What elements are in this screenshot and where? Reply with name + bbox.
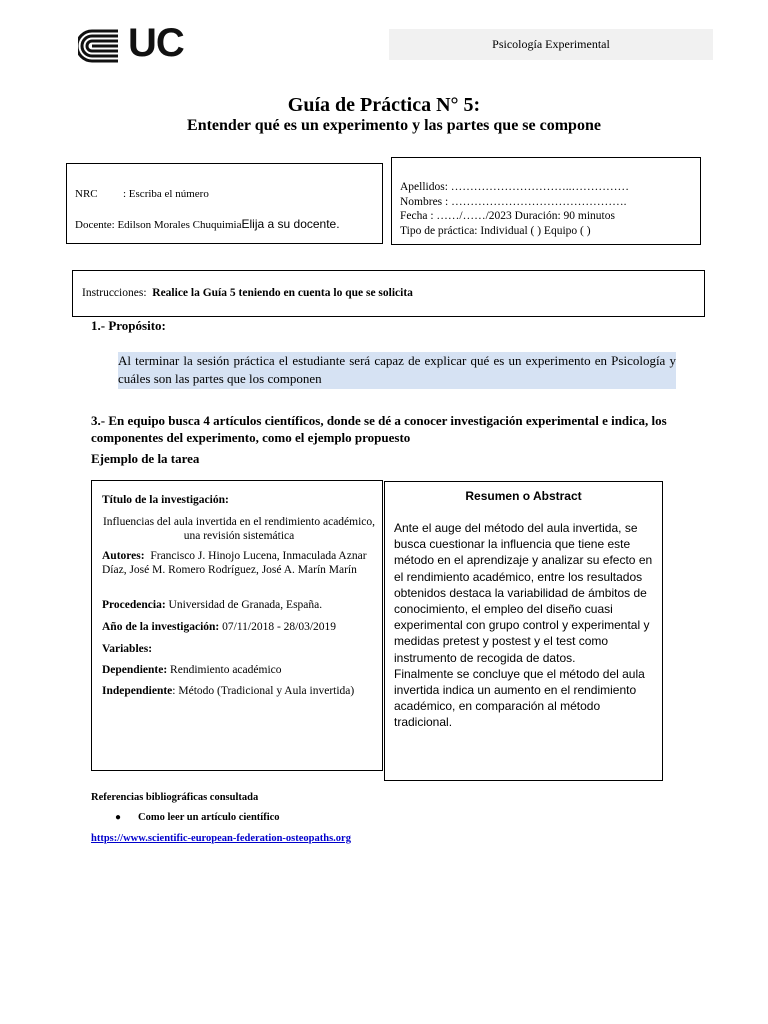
fecha-field[interactable]: Fecha : ……/……/2023 Duración: 90 minutos [400, 210, 615, 222]
variables-label: Variables: [102, 643, 153, 655]
instructions-label: Instrucciones: [82, 287, 147, 299]
independent-value: : Método (Tradicional y Aula invertida) [172, 685, 355, 697]
authors-value: Francisco J. Hinojo Lucena, Inmaculada Aznar Díaz, José M. Romero Rodríguez, José A. Marín Marín [102, 550, 367, 576]
section-1-heading: 1.- Propósito: [91, 318, 166, 333]
dependent-variable [102, 663, 282, 677]
authors [102, 549, 376, 577]
docente-select[interactable]: Elija a su docente. [241, 217, 340, 231]
instructions [82, 287, 413, 299]
reference-link[interactable]: https://www.scientific-european-federation-osteopaths.org [91, 833, 351, 844]
instructions-box [72, 270, 705, 317]
course-name: Psicología Experimental [389, 29, 713, 60]
page-title: Guía de Práctica N° 5: [287, 94, 481, 116]
year-label: Año de la investigación: [102, 621, 220, 633]
instructions-text: Realice la Guía 5 teniendo en cuenta lo que se solicita [152, 287, 413, 299]
references-title: Referencias bibliográficas consultada [91, 792, 259, 803]
abstract-heading: Resumen o Abstract [465, 489, 582, 503]
tipo-practica-field[interactable]: Tipo de práctica: Individual ( ) Equipo ( ) [400, 224, 591, 237]
origin-value: Universidad de Granada, España. [168, 599, 323, 611]
page-subtitle: Entender qué es un experimento y las partes que se compone [187, 117, 601, 134]
section-3-heading: 3.- En equipo busca 4 artículos científicos, donde se dé a conocer investigación experimental e indica, los componentes del experimento, como el ejemplo propuesto [91, 413, 667, 445]
research-title-label: Título de la investigación: [102, 494, 229, 506]
abstract-body [394, 520, 656, 731]
nrc-field[interactable]: : Escriba el número [123, 188, 209, 200]
docente-row [75, 217, 340, 232]
logo-text: UC [128, 21, 184, 65]
dependent-value: Rendimiento académico [170, 664, 282, 676]
independent-label: Independiente [102, 685, 173, 697]
research-year [102, 620, 336, 634]
uc-logo-mark-icon [78, 27, 124, 65]
independent-variable [102, 684, 362, 698]
reference-item: Como leer un artículo científico [138, 812, 280, 823]
origin-label: Procedencia: [102, 599, 166, 611]
research-title: Influencias del aula invertida en el rendimiento académico, una revisión sistemática [102, 516, 376, 542]
bullet-icon: ● [115, 812, 122, 823]
origin [102, 598, 382, 612]
abstract-box [384, 481, 663, 781]
dependent-label: Dependiente: [102, 664, 168, 676]
student-info-lines [400, 180, 629, 238]
apellidos-field[interactable]: Apellidos: …………………………..…………… [400, 181, 630, 193]
student-info-box [391, 157, 701, 245]
course-info-box [66, 163, 383, 244]
authors-label: Autores: [102, 550, 145, 562]
uc-logo [78, 21, 200, 65]
abstract-paragraph-1: Ante el auge del método del aula invertida, se busca cuestionar la influencia que tiene este método en el aprendizaje y analizar su efecto en el rendimiento académico, entre los resultados obtenidos destaca la variabilidad de ámbitos de conocimiento, el empleo del diseño cuasi experimental con grupo control y experimental y medidas pretest y postest y el test como instrumento de recogida de datos. [394, 521, 653, 665]
example-label: Ejemplo de la tarea [91, 451, 200, 466]
nrc-label: NRC [75, 188, 98, 200]
example-research-box [91, 480, 383, 771]
year-value: 07/11/2018 - 28/03/2019 [222, 621, 337, 633]
abstract-paragraph-2: Finalmente se concluye que el método del aula invertida indica un aumento en el rendimiento académico, en comparación al método tradicional. [394, 666, 645, 730]
purpose-text: Al terminar la sesión práctica el estudiante será capaz de explicar qué es un experimento en Psicología y cuáles son las partes que los componen [118, 352, 676, 389]
docente-label: Docente: Edilson Morales Chuquimia [75, 219, 242, 231]
nombres-field[interactable]: Nombres : ………………………………………. [400, 195, 627, 208]
